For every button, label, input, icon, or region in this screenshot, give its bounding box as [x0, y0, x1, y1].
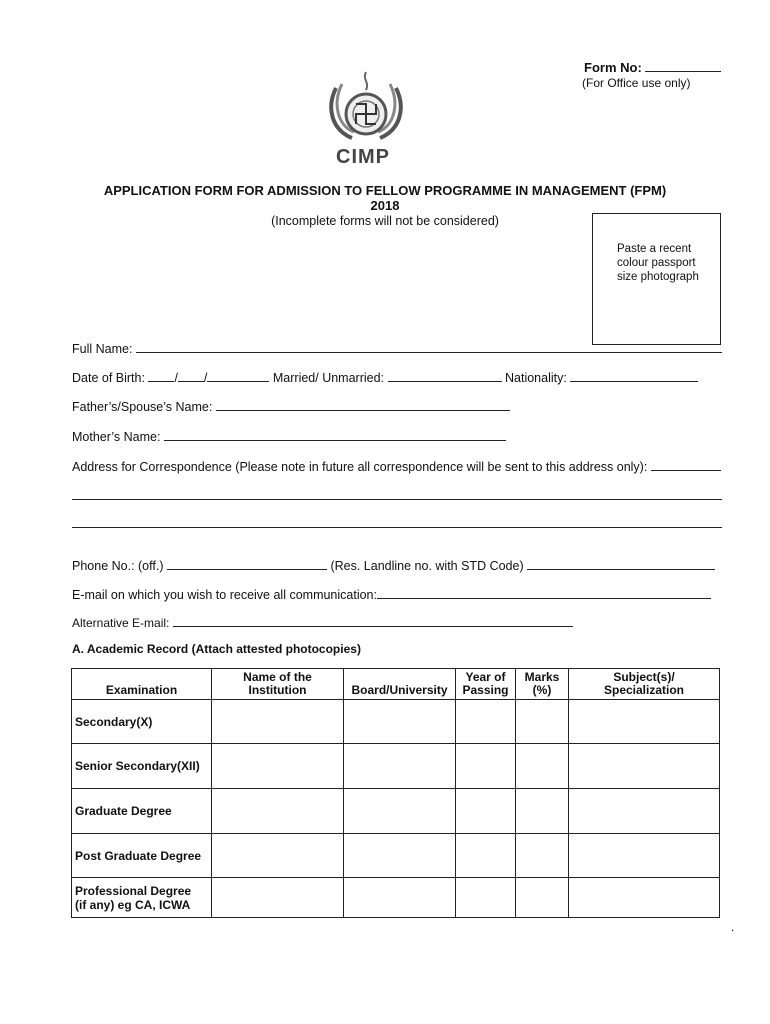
father-field[interactable]: [216, 398, 510, 411]
table-row: [72, 834, 720, 878]
address-field-3[interactable]: [72, 527, 722, 528]
nationality-field[interactable]: [570, 369, 698, 382]
cell-institution[interactable]: [212, 789, 344, 834]
father-label: Father’s/Spouse’s Name:: [72, 400, 213, 414]
logo-text: CIMP: [336, 146, 390, 168]
email-row: [72, 586, 711, 602]
cell-year[interactable]: [456, 834, 516, 878]
dob-year-field[interactable]: [207, 369, 269, 382]
academic-heading: A. Academic Record (Attach attested photocopies): [72, 642, 361, 656]
cell-subject[interactable]: [569, 744, 720, 789]
office-use-note: (For Office use only): [582, 76, 691, 90]
email-label: E-mail on which you wish to receive all communication:: [72, 588, 377, 602]
cell-board[interactable]: [344, 700, 456, 744]
cell-subject[interactable]: [569, 834, 720, 878]
address-label: Address for Correspondence (Please note in future all correspondence will be sent to this address only):: [72, 460, 648, 474]
table-row: [72, 789, 720, 834]
address-field-1[interactable]: [651, 458, 721, 471]
dob-row: Date of Birth: / / Married/ Unmarried: Nationality:: [72, 369, 698, 385]
email-field[interactable]: [377, 586, 711, 599]
photo-line-3: size photograph: [617, 271, 699, 283]
academic-header-row: [72, 669, 720, 700]
alt-email-row: [72, 614, 573, 630]
mother-field[interactable]: [164, 428, 506, 441]
cell-subject[interactable]: [569, 878, 720, 918]
cell-marks[interactable]: [516, 700, 569, 744]
row-label-postgraduate: Post Graduate Degree: [72, 834, 212, 878]
cell-board[interactable]: [344, 744, 456, 789]
marital-label: Married/ Unmarried:: [272, 371, 385, 385]
table-row: [72, 700, 720, 744]
header-year: Year of Passing: [456, 669, 516, 700]
cell-board[interactable]: [344, 878, 456, 918]
cell-institution[interactable]: [212, 700, 344, 744]
form-year: 2018: [370, 198, 400, 213]
academic-table: [71, 668, 720, 918]
cell-subject[interactable]: [569, 700, 720, 744]
cell-year[interactable]: [456, 789, 516, 834]
cell-institution[interactable]: [212, 834, 344, 878]
cell-board[interactable]: [344, 834, 456, 878]
form-title: APPLICATION FORM FOR ADMISSION TO FELLOW PROGRAMME IN MANAGEMENT (FPM): [103, 183, 667, 198]
photo-instructions: [617, 242, 699, 284]
phone-office-label: Phone No.: (off.): [72, 559, 164, 573]
phone-res-field[interactable]: [527, 557, 715, 570]
dob-month-field[interactable]: [178, 369, 204, 382]
cell-institution[interactable]: [212, 878, 344, 918]
header-marks: Marks (%): [516, 669, 569, 700]
header-subject: Subject(s)/ Specialization: [569, 669, 720, 700]
footer-dot: .: [731, 920, 735, 934]
cell-marks[interactable]: [516, 744, 569, 789]
father-row: [72, 398, 510, 414]
address-row: [72, 458, 721, 474]
mother-row: [72, 428, 506, 444]
nationality-label: Nationality:: [505, 371, 567, 385]
header-board: Board/University: [344, 669, 456, 700]
cell-subject[interactable]: [569, 789, 720, 834]
cell-institution[interactable]: [212, 744, 344, 789]
table-row: [72, 744, 720, 789]
cell-year[interactable]: [456, 700, 516, 744]
full-name-row: [72, 340, 722, 356]
full-name-field[interactable]: [136, 340, 722, 353]
phone-row: [72, 557, 715, 573]
photo-line-2: colour passport: [617, 257, 696, 269]
header-examination: Examination: [72, 669, 212, 700]
photo-line-1: Paste a recent: [617, 243, 692, 255]
row-label-professional: Professional Degree (if any) eg CA, ICWA: [72, 878, 212, 918]
header-institution: Name of the Institution: [212, 669, 344, 700]
table-row: [72, 878, 720, 918]
row-label-secondary: Secondary(X): [72, 700, 212, 744]
address-field-2[interactable]: [72, 499, 722, 500]
dob-label: Date of Birth:: [72, 371, 145, 385]
row-label-senior-secondary: Senior Secondary(XII): [72, 744, 212, 789]
marital-field[interactable]: [388, 369, 502, 382]
cell-board[interactable]: [344, 789, 456, 834]
dob-day-field[interactable]: [148, 369, 174, 382]
row-label-graduate: Graduate Degree: [72, 789, 212, 834]
alt-email-field[interactable]: [173, 614, 573, 627]
form-no-field[interactable]: [645, 59, 721, 72]
full-name-label: Full Name:: [72, 342, 133, 356]
cell-marks[interactable]: [516, 878, 569, 918]
cell-marks[interactable]: [516, 789, 569, 834]
cell-marks[interactable]: [516, 834, 569, 878]
phone-res-label: (Res. Landline no. with STD Code): [330, 559, 524, 573]
cell-year[interactable]: [456, 744, 516, 789]
form-no-label: Form No:: [584, 59, 721, 75]
cimp-logo: [326, 68, 406, 168]
mother-label: Mother’s Name:: [72, 430, 161, 444]
incomplete-note: (Incomplete forms will not be considered): [271, 214, 499, 228]
photo-box[interactable]: [592, 213, 721, 345]
alt-email-label: Alternative E-mail:: [72, 616, 170, 630]
phone-office-field[interactable]: [167, 557, 327, 570]
cell-year[interactable]: [456, 878, 516, 918]
